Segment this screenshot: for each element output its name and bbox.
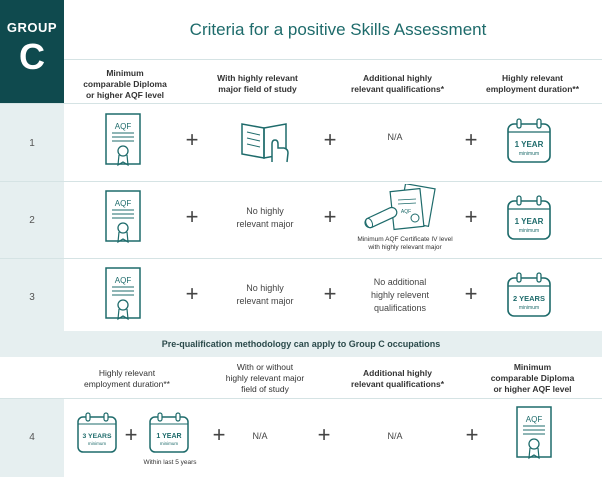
certificate-label: AQF <box>400 209 412 215</box>
row-number: 3 <box>29 292 35 303</box>
divider <box>0 103 602 104</box>
plus-icon: + <box>323 204 337 229</box>
calendar-value: 2 YEARS <box>513 294 545 303</box>
calendar-icon <box>506 195 552 241</box>
calendar-icon <box>76 412 118 454</box>
plus-icon: + <box>323 127 337 152</box>
calendar-unit: minimum <box>518 305 540 311</box>
certificate-icon <box>105 267 141 325</box>
group-letter: C <box>19 36 45 77</box>
calendar-value: 1 YEAR <box>514 140 544 149</box>
calendar-unit: minimum <box>518 228 540 234</box>
qualifications-value: N/A <box>387 431 403 441</box>
column-header-major: With highly relevant major field of study <box>217 73 298 94</box>
prequal-column-header-diploma: Minimum comparable Diploma or higher AQF level <box>490 362 575 394</box>
prequal-column-header-major: With or without highly relevant major field of study <box>225 362 305 394</box>
employment-note: Within last 5 years <box>143 459 197 466</box>
certificate-icon <box>105 190 141 248</box>
certificate-icon <box>105 113 141 171</box>
major-value: No highly relevant major <box>236 206 294 229</box>
qualifications-value: No additional highly relevent qualifications <box>370 277 430 313</box>
plus-icon: + <box>465 422 479 447</box>
calendar-unit: minimum <box>87 441 107 446</box>
qualifications-value: N/A <box>387 132 403 142</box>
plus-icon: + <box>464 281 478 306</box>
divider <box>0 398 602 399</box>
plus-icon: + <box>185 204 199 229</box>
qualifications-note: Minimum AQF Certificate IV level with highly relevant major <box>357 236 453 251</box>
column-header-employment: Highly relevant employment duration** <box>485 73 580 94</box>
plus-icon: + <box>317 422 331 447</box>
prequal-column-header-employment: Highly relevant employment duration** <box>84 368 170 389</box>
calendar-unit: minimum <box>159 441 179 446</box>
divider <box>64 59 602 60</box>
calendar-icon <box>506 272 552 318</box>
group-badge <box>0 0 64 103</box>
plus-icon: + <box>464 127 478 152</box>
row-number: 4 <box>29 432 35 443</box>
plus-icon: + <box>212 422 226 447</box>
plus-icon: + <box>124 422 138 447</box>
plus-icon: + <box>464 204 478 229</box>
certificate-icon <box>516 406 552 464</box>
divider <box>0 181 602 182</box>
plus-icon: + <box>185 127 199 152</box>
row-number: 2 <box>29 215 35 226</box>
column-header-diploma: Minimum comparable Diploma or higher AQF level <box>83 68 167 100</box>
prequal-column-header-qualifications: Additional highly relevant qualifications* <box>350 368 445 389</box>
certificate-label: AQF <box>525 415 543 424</box>
calendar-value: 1 YEAR <box>156 433 182 440</box>
column-header-qualifications: Additional highly relevant qualifications* <box>350 73 445 94</box>
documents-icon <box>362 184 444 232</box>
calendar-unit: minimum <box>518 151 540 157</box>
divider <box>0 258 602 259</box>
certificate-label: AQF <box>114 276 132 285</box>
certificate-label: AQF <box>114 199 132 208</box>
row-number: 1 <box>29 138 35 149</box>
plus-icon: + <box>323 281 337 306</box>
page-title: Criteria for a positive Skills Assessment <box>189 20 487 39</box>
calendar-icon <box>506 118 552 164</box>
certificate-label: AQF <box>114 122 132 131</box>
prequal-banner-text: Pre-qualification methodology can apply to Group C occupations <box>161 339 441 349</box>
calendar-value: 3 YEARS <box>82 433 112 440</box>
major-value: N/A <box>252 431 268 441</box>
calendar-icon <box>148 412 190 454</box>
major-value: No highly relevant major <box>236 283 294 306</box>
calendar-value: 1 YEAR <box>514 217 544 226</box>
group-label: GROUP <box>6 20 58 35</box>
plus-icon: + <box>185 281 199 306</box>
book-icon <box>238 118 294 164</box>
